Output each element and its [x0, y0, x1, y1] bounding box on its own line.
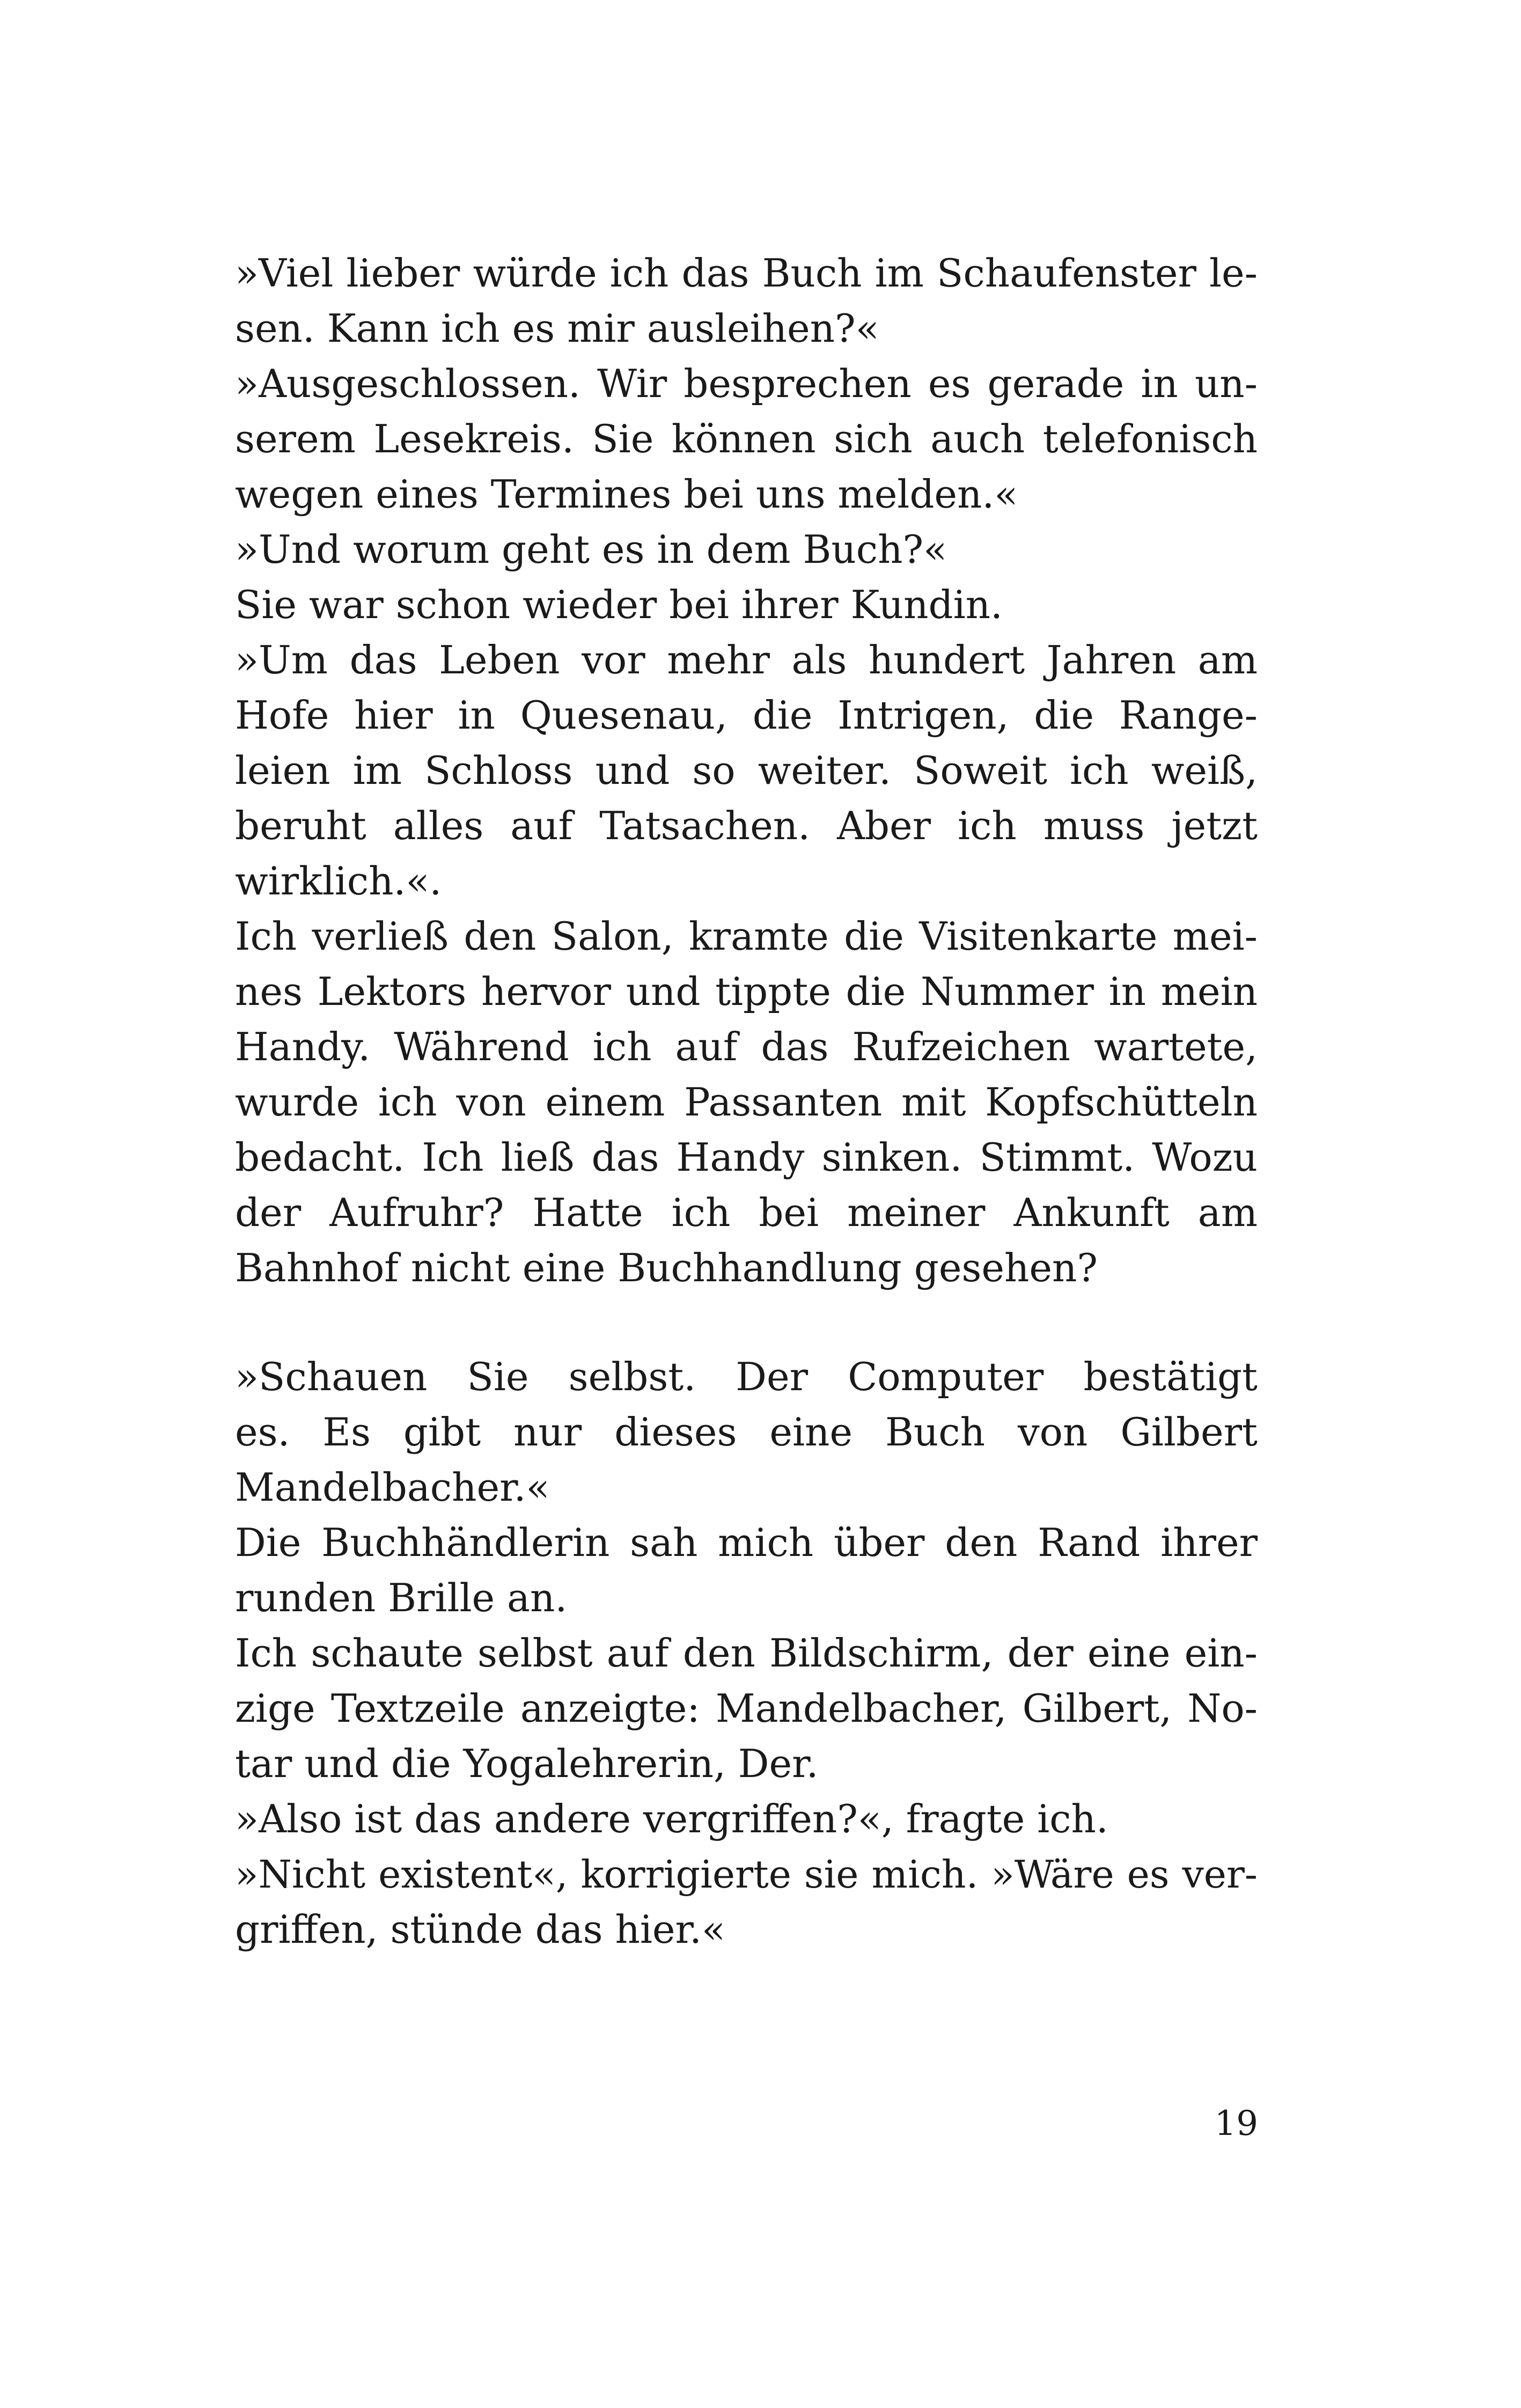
- text-line: leien im Schloss und so weiter. Soweit ich weiß,: [235, 748, 1258, 793]
- text-line: sen. Kann ich es mir ausleihen?«: [235, 306, 879, 351]
- text-line: tar und die Yogalehrerin, Der.: [235, 1741, 819, 1786]
- text-line: nes Lektors hervor und tippte die Nummer in mein: [235, 969, 1258, 1014]
- text-line: wurde ich von einem Passanten mit Kopfschütteln: [235, 1080, 1258, 1125]
- text-line: wegen eines Termines bei uns melden.«: [235, 472, 1018, 517]
- text-line: Bahnhof nicht eine Buchhandlung gesehen?: [235, 1245, 1098, 1290]
- text-line: beruht alles auf Tatsachen. Aber ich muss jetzt: [235, 803, 1258, 848]
- text-line: der Aufruhr? Hatte ich bei meiner Ankunft am: [235, 1190, 1258, 1235]
- text-line: es. Es gibt nur dieses eine Buch von Gilbert: [235, 1409, 1258, 1455]
- text-line: runden Brille an.: [235, 1575, 568, 1620]
- text-line: bedacht. Ich ließ das Handy sinken. Stimmt. Wozu: [235, 1135, 1258, 1180]
- text-line: »Viel lieber würde ich das Buch im Schaufenster le-: [235, 251, 1258, 296]
- text-line: »Ausgeschlossen. Wir besprechen es gerade in un-: [235, 361, 1258, 406]
- text-line: Ich schaute selbst auf den Bildschirm, der eine ein-: [235, 1631, 1258, 1676]
- text-line: Mandelbacher.«: [235, 1465, 550, 1510]
- text-line: serem Lesekreis. Sie können sich auch telefonisch: [235, 416, 1258, 461]
- text-line: griffen, stünde das hier.«: [235, 1907, 725, 1952]
- text-section-2: [235, 1349, 1258, 1957]
- text-section-1: [235, 246, 1258, 1296]
- text-line: zige Textzeile anzeigte: Mandelbacher, Gilbert, No-: [235, 1686, 1258, 1731]
- text-line: Die Buchhändlerin sah mich über den Rand ihrer: [235, 1520, 1258, 1565]
- text-line: »Also ist das andere vergriffen?«, fragte ich.: [235, 1796, 1108, 1841]
- text-line: Handy. Während ich auf das Rufzeichen wartete,: [235, 1024, 1258, 1069]
- text-line: »Und worum geht es in dem Buch?«: [235, 527, 947, 572]
- text-line: Hofe hier in Quesenau, die Intrigen, die Range-: [235, 693, 1258, 738]
- text-line: Ich verließ den Salon, kramte die Visitenkarte mei-: [235, 914, 1258, 959]
- text-line: wirklich.«.: [235, 858, 442, 904]
- text-line: »Nicht existent«, korrigierte sie mich. »Wäre es ver-: [235, 1852, 1258, 1897]
- text-line: Sie war schon wieder bei ihrer Kundin.: [235, 582, 1003, 627]
- text-line: »Um das Leben vor mehr als hundert Jahren am: [235, 637, 1258, 682]
- text-line: »Schauen Sie selbst. Der Computer bestätigt: [235, 1354, 1258, 1399]
- page-number: 19: [1214, 2104, 1258, 2143]
